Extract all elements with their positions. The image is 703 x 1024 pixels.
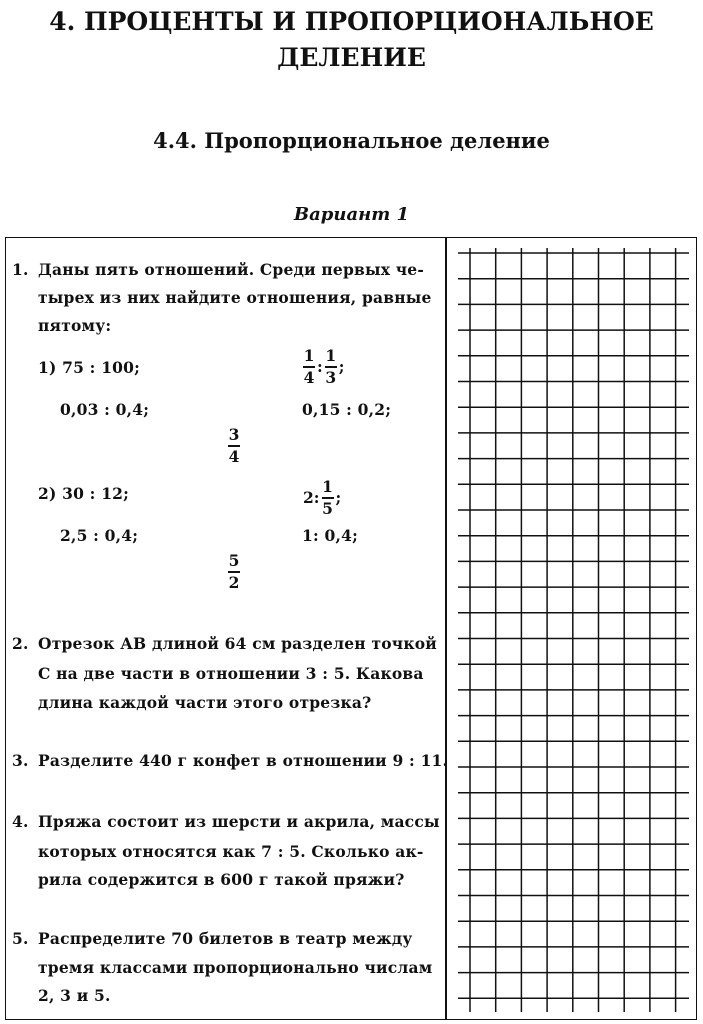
numerator: 1 (303, 346, 315, 365)
task-2-line: длина каждой части этого отрезка? (38, 693, 372, 712)
variant-label: Вариант 1 (293, 204, 410, 225)
denominator: 4 (228, 446, 240, 466)
chapter-title-line: ДЕЛЕНИЕ (277, 43, 426, 72)
ratio-sep: : (317, 357, 323, 377)
numerator: 3 (228, 425, 240, 444)
task-2-number: 2. (12, 634, 29, 653)
ratio-fraction-expression (303, 347, 344, 387)
task-3-line: Разделите 440 г конфет в отношении 9 : 11. (38, 751, 449, 770)
task-4-line: Пряжа состоит из шерсти и акрила, массы (38, 812, 440, 831)
ratio-item: 0,03 : 0,4; (60, 400, 150, 419)
denominator: 5 (322, 498, 333, 518)
numerator: 5 (228, 551, 240, 570)
task-2-line: С на две части в отношении 3 : 5. Какова (38, 664, 424, 683)
fifth-ratio-fraction (228, 426, 240, 466)
chapter-title-line: 4. ПРОЦЕНТЫ И ПРОПОРЦИОНАЛЬНОЕ (49, 7, 654, 36)
task-1-line: тырех из них найдите отношения, равные (38, 288, 432, 307)
task-4-line: рила содержится в 600 г такой пряжи? (38, 870, 405, 889)
ratio-end: ; (338, 357, 345, 377)
denominator: 2 (228, 572, 240, 592)
ratio-item: 2,5 : 0,4; (60, 526, 139, 545)
task-1-number: 1. (12, 260, 29, 279)
task-1-line: пятому: (38, 316, 112, 335)
task-4-line: которых относятся как 7 : 5. Сколько ак- (38, 842, 424, 861)
task-5-line: 2, 3 и 5. (38, 986, 111, 1005)
ratio-item: 0,15 : 0,2; (302, 400, 392, 419)
task-2-line: Отрезок АВ длиной 64 см разделен точкой (38, 634, 437, 653)
ratio-set2-label: 2) 30 : 12; (38, 484, 130, 503)
task-5-number: 5. (12, 929, 29, 948)
ratio-item: 1: 0,4; (302, 526, 358, 545)
ratio-pre: 2: (303, 488, 320, 508)
ratio-set1-label: 1) 75 : 100; (38, 358, 141, 377)
task-5-line: Распределите 70 билетов в театр между (38, 929, 413, 948)
task-3-number: 3. (12, 751, 29, 770)
denominator: 4 (303, 367, 315, 387)
task-1-line: Даны пять отношений. Среди первых че- (38, 260, 424, 279)
denominator: 3 (325, 367, 337, 387)
numerator: 1 (325, 346, 337, 365)
ratio-fraction-expression (303, 478, 341, 518)
task-5-line: тремя классами пропорционально числам (38, 958, 433, 977)
section-title: 4.4. Пропорциональное деление (153, 128, 550, 153)
ratio-end: ; (335, 488, 342, 508)
task-4-number: 4. (12, 812, 29, 831)
numerator: 1 (322, 477, 333, 496)
fifth-ratio-fraction (228, 552, 240, 592)
